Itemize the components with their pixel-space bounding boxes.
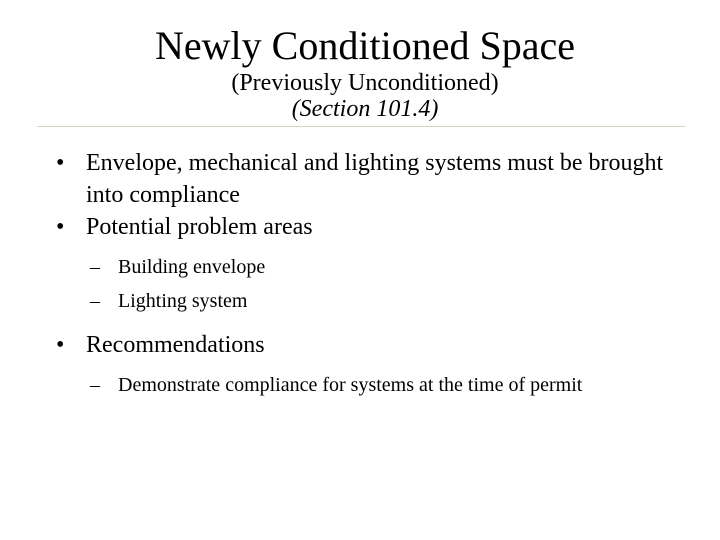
bullet-recommendations <box>56 329 676 361</box>
bullet-text: Recommendations <box>86 332 265 358</box>
bullet-marker: • <box>56 214 65 240</box>
subitem-lighting-system <box>90 287 676 315</box>
bullet-text: Potential problem areas <box>86 214 313 240</box>
subitem-marker: – <box>90 290 100 312</box>
subitem-demonstrate-compliance <box>90 371 676 399</box>
subitem-marker: – <box>90 256 100 278</box>
subitem-text: Demonstrate compliance for systems at the time of permit <box>118 374 583 396</box>
subitem-text: Lighting system <box>118 290 248 312</box>
subitem-marker: – <box>90 374 100 396</box>
subitem-building-envelope <box>90 253 676 281</box>
section-reference: (Section 101.4) <box>291 96 439 122</box>
subitem-text: Building envelope <box>118 256 266 278</box>
slide-subtitle: (Previously Unconditioned) <box>231 70 499 96</box>
slide-title: Newly Conditioned Space <box>155 23 575 68</box>
bullet-envelope-systems <box>56 147 676 211</box>
slide-title-block <box>0 24 720 122</box>
title-divider <box>37 126 685 127</box>
bullet-text: Envelope, mechanical and lighting systems must be brought into compliance <box>86 150 664 208</box>
bullet-marker: • <box>56 332 65 358</box>
bullet-problem-areas <box>56 211 676 243</box>
bullet-marker: • <box>56 150 65 176</box>
slide-body <box>56 147 676 399</box>
